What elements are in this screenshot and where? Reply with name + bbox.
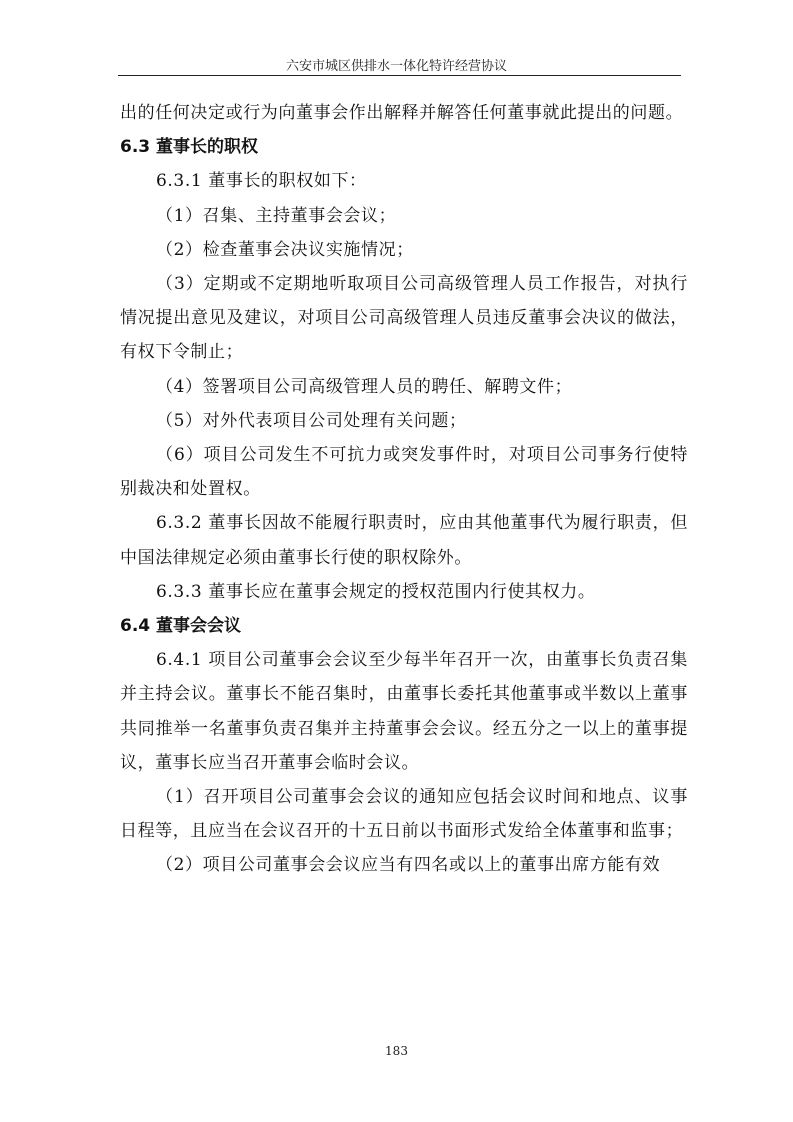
body-paragraph: （2）项目公司董事会会议应当有四名或以上的董事出席方能有效	[156, 855, 661, 876]
section-heading: 6.4 董事会会议	[120, 616, 242, 637]
header-rule	[118, 75, 681, 76]
body-paragraph: 6.3.3 董事长应在董事会规定的授权范围内行使其权力。	[156, 581, 596, 602]
running-header: 六安市城区供排水一体化特许经营协议	[285, 59, 507, 74]
body-paragraph: （3）定期或不定期地听取项目公司高级管理人员工作报告，对执行情况提出意见及建议，对项目公司高级管理人员违反董事会决议的做法，有权下令制止；	[120, 274, 688, 363]
body-paragraph: 6.3.1 董事长的职权如下：	[156, 171, 367, 192]
document-body	[120, 96, 688, 883]
body-paragraph: （2）检查董事会决议实施情况；	[156, 239, 414, 260]
body-paragraph: 6.4.1 项目公司董事会会议至少每半年召开一次，由董事长负责召集并主持会议。董事长不能召集时，由董事长委托其他董事或半数以上董事共同推举一名董事负责召集并主持董事会会议。经五分之一以上的董事提议，董事长应当召开董事会临时会议。	[120, 650, 688, 773]
body-paragraph: （6）项目公司发生不可抗力或突发事件时，对项目公司事务行使特别裁决和处置权。	[120, 445, 688, 500]
body-paragraph: 出的任何决定或行为向董事会作出解释并解答任何董事就此提出的问题。	[120, 103, 684, 123]
body-paragraph: （1）召集、主持董事会会议；	[156, 205, 397, 226]
body-paragraph: 6.3.2 董事长因故不能履行职责时，应由其他董事代为履行职责，但中国法律规定必须由董事长行使的职权除外。	[120, 513, 688, 568]
body-paragraph: （4）签署项目公司高级管理人员的聘任、解聘文件；	[156, 376, 573, 397]
page-number: 183	[385, 1044, 408, 1058]
body-paragraph: （1）召开项目公司董事会会议的通知应包括会议时间和地点、议事日程等，且应当在会议召开的十五日前以书面形式发给全体董事和监事；	[120, 787, 688, 842]
body-paragraph: （5）对外代表项目公司处理有关问题；	[156, 410, 467, 431]
section-heading: 6.3 董事长的职权	[120, 137, 259, 158]
